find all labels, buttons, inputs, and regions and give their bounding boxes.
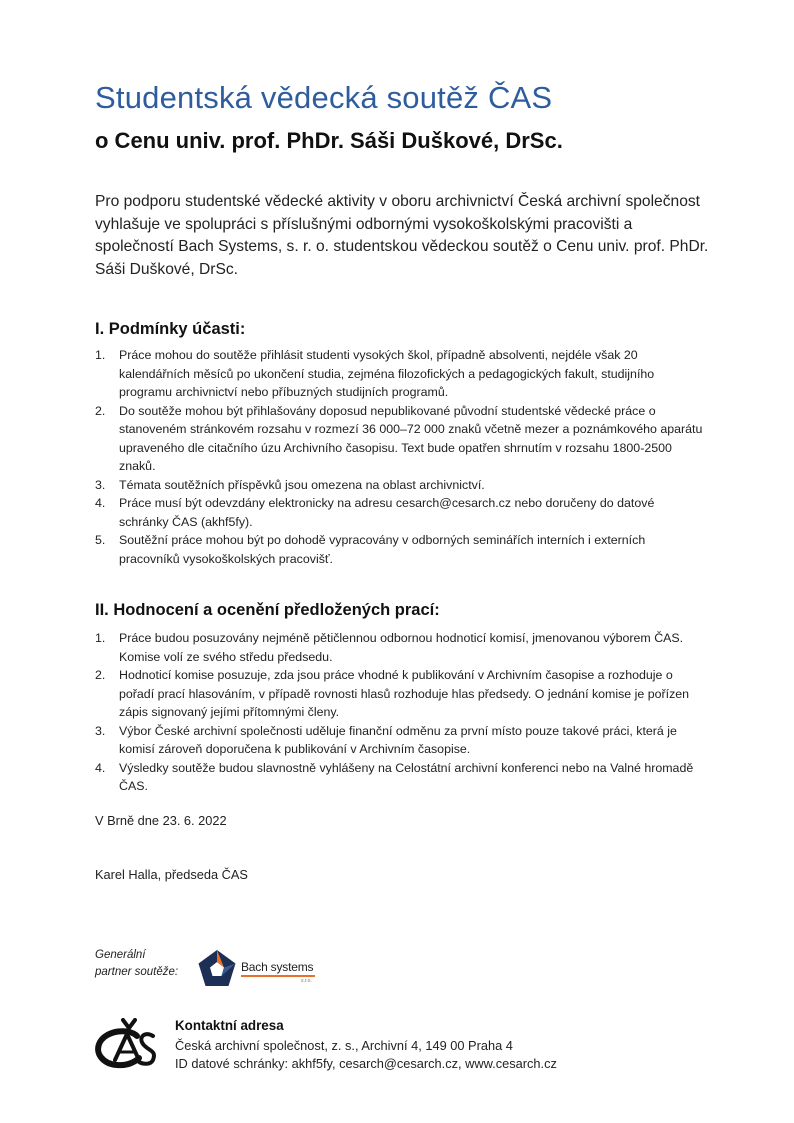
list-item-number: 1.: [95, 348, 106, 362]
list-item-number: 2.: [95, 668, 106, 682]
list-item-number: 2.: [95, 403, 106, 418]
list-item: [95, 666, 707, 722]
partner-label: [95, 947, 178, 981]
partner-sub: s.r.o.: [301, 978, 312, 984]
partner-underline: [241, 975, 315, 977]
signature-line: Karel Halla, předseda ČAS: [95, 867, 248, 882]
list-item: [95, 722, 707, 759]
list-item-text: Práce budou posuzovány nejméně pětičlennou odbornou hodnoticí komisí, jmenovanou výborem ČAS. Komise volí ze svého středu předsedu.: [119, 631, 684, 664]
list-item-number: 4.: [95, 760, 106, 775]
partner-name: Bach systems: [241, 960, 314, 974]
list-item-number: 4.: [95, 496, 106, 510]
list-item-text: Práce musí být odevzdány elektronicky na adresu cesarch@cesarch.cz nebo doručeny do datové schránky ČAS (akhf5fy).: [119, 496, 655, 529]
intro-paragraph: Pro podporu studentské vědecké aktivity v oboru archivnictví Česká archivní společnost vyhlašuje ve spolupráci s příslušnými odbornými vysokoškolskými pracovišti a společností Bach Systems, s. r. o. studentskou vědeckou soutěž o Cenu univ. prof. PhDr. Sáši Duškové, DrSc.: [95, 193, 709, 278]
list-item: [95, 494, 707, 531]
list-item-text: Témata soutěžních příspěvků jsou omezena na oblast archivnictví.: [119, 477, 485, 492]
partner-label-line-1: Generální: [95, 949, 146, 961]
contact-address: Česká archivní společnost, z. s., Archivní 4, 149 00 Praha 4: [175, 1038, 513, 1053]
document-subtitle: o Cenu univ. prof. PhDr. Sáši Duškové, DrSc.: [95, 128, 563, 153]
contact-heading: Kontaktní adresa: [175, 1018, 284, 1033]
list-item: [95, 531, 707, 568]
list-item: [95, 346, 707, 402]
document-date: V Brně dne 23. 6. 2022: [95, 813, 227, 828]
list-item: [95, 476, 707, 495]
list-item-text: Výbor České archivní společnosti uděluje finanční odměnu za první místo pouze takové práci, která je komisí zároveň doporučena k publikování v Archivním časopise.: [119, 723, 677, 756]
section-1-heading: I. Podmínky účasti:: [95, 320, 246, 338]
contact-ids: ID datové schránky: akhf5fy, cesarch@cesarch.cz, www.cesarch.cz: [175, 1056, 557, 1071]
list-item: [95, 759, 707, 796]
list-item-number: 3.: [95, 723, 106, 738]
list-item-text: Do soutěže mohou být přihlašovány doposud nepublikované původní studentské vědecké práce o stanoveném stránkovém rozsahu v rozmezí 36 000–72 000 znaků včetně mezer a poznámkového aparátu upraveného dle citačního úzu Archivního časopisu. Text bude opatřen shrnutím v rozsahu 1800-2500 znaků.: [119, 403, 703, 473]
list-item-number: 3.: [95, 477, 106, 492]
section-1-list: [95, 346, 707, 568]
list-item: [95, 629, 707, 666]
list-item-text: Výsledky soutěže budou slavnostně vyhlášeny na Celostátní archivní konferenci nebo na Valné hromadě ČAS.: [119, 760, 694, 793]
cas-logo-icon: [93, 1018, 163, 1070]
list-item: [95, 402, 707, 476]
section-2-list: [95, 629, 707, 796]
list-item-text: Práce mohou do soutěže přihlásit studenti vysokých škol, případně absolventi, nejdéle však 20 kalendářních měsíců po ukončení studia, zejména filozofických a pedagogických fakult, studijního programu archivnictví nebo příbuzných studijních programů.: [119, 348, 655, 399]
list-item-text: Soutěžní práce mohou být po dohodě vypracovány v odborných seminářích interních i externích pracovníků vysokoškolských pracovišť.: [119, 533, 646, 566]
section-2-heading: II. Hodnocení a ocenění předložených prací:: [95, 601, 440, 619]
partner-label-line-2: partner soutěže:: [95, 966, 179, 978]
document-title: Studentská vědecká soutěž ČAS: [95, 80, 553, 115]
list-item-number: 5.: [95, 533, 106, 547]
bach-systems-logo-icon: [197, 949, 237, 989]
list-item-text: Hodnoticí komise posuzuje, zda jsou práce vhodné k publikování v Archivním časopise a rozhoduje o pořadí prací hlasováním, v případě rovnosti hlasů rozhoduje hlas předsedy. O jednání komise je pořízen zápis signovaný jejími přítomnými členy.: [119, 668, 690, 719]
list-item-number: 1.: [95, 631, 106, 645]
